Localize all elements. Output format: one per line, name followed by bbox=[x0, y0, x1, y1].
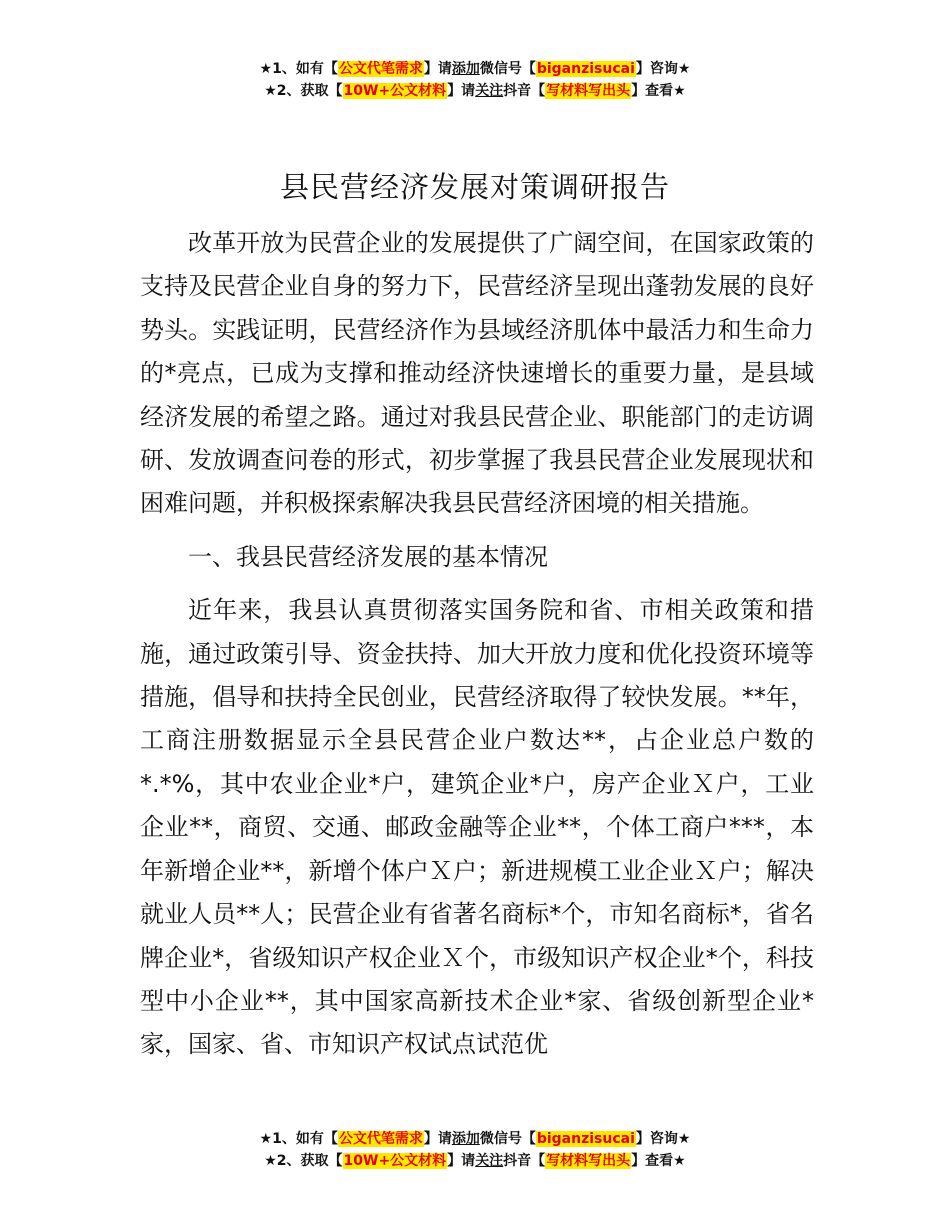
promo-highlight: 公文代笔需求 bbox=[338, 1131, 423, 1147]
promo-underlined: 添加 bbox=[451, 1131, 480, 1147]
promo-underlined: 关注 bbox=[475, 83, 504, 99]
promo-line-2 bbox=[0, 80, 950, 102]
promo-highlight: 10W+公文材料 bbox=[343, 1153, 447, 1169]
promo-text: 抖音【 bbox=[503, 1153, 546, 1169]
promo-highlight-douyin: 写材料写出头 bbox=[546, 1153, 631, 1169]
promo-line-1 bbox=[0, 58, 950, 80]
promo-text: ★2、获取【 bbox=[264, 83, 343, 99]
promo-text: 】请 bbox=[447, 1153, 476, 1169]
promo-text: 】查看★ bbox=[631, 1153, 686, 1169]
paragraph-section-1: 近年来，我县认真贯彻落实国务院和省、市相关政策和措施，通过政策引导、资金扶持、加大开放力度和优化投资环境等措施，倡导和扶持全民创业，民营经济取得了较快发展。**年，工商注册数据显示全县民营企业户数达**，占企业总户数的*.*%，其中农业企业*户，建筑企业*户，房产企业Ｘ户，工业企业**，商贸、交通、邮政金融等企业**，个体工商户***，本年新增企业**，新增个体户Ｘ户；新进规模工业企业Ｘ户；解决就业人员**人；民营企业有省著名商标*个，市知名商标*，省名牌企业*，省级知识产权企业Ｘ个，市级知识产权企业*个，科技型中小企业**，其中国家高新技术企业*家、省级创新型企业*家，国家、省、市知识产权试点试范优 bbox=[140, 596, 814, 1059]
promo-highlight: 10W+公文材料 bbox=[343, 83, 447, 99]
paragraph-intro: 改革开放为民营企业的发展提供了广阔空间，在国家政策的支持及民营企业自身的努力下，民营经济呈现出蓬勃发展的良好势头。实践证明，民营经济作为县域经济肌体中最活力和生命力的*亮点，已成为支撑和推动经济快速增长的重要力量，是县域经济发展的希望之路。通过对我县民营企业、职能部门的走访调研、发放调查问卷的形式，初步掌握了我县民营企业发展现状和困难问题，并积极探索解决我县民营经济困境的相关措施。 bbox=[140, 229, 814, 518]
promo-text: 微信号【 bbox=[479, 61, 536, 77]
top-promo-banner bbox=[0, 58, 950, 102]
document-title: 县民营经济发展对策调研报告 bbox=[279, 170, 670, 204]
promo-text: ★2、获取【 bbox=[264, 1153, 343, 1169]
promo-text: 】查看★ bbox=[631, 83, 686, 99]
bottom-promo-banner bbox=[0, 1128, 950, 1172]
promo-highlight: 公文代笔需求 bbox=[338, 61, 423, 77]
promo-highlight-wechat: biganzisucai bbox=[536, 1131, 635, 1147]
promo-underlined: 关注 bbox=[475, 1153, 504, 1169]
promo-underlined: 添加 bbox=[451, 61, 480, 77]
promo-highlight-douyin: 写材料写出头 bbox=[546, 83, 631, 99]
promo-line-1 bbox=[0, 1128, 950, 1150]
promo-text: 】请 bbox=[423, 61, 452, 77]
document-body bbox=[140, 222, 814, 1067]
promo-text: 】咨询★ bbox=[635, 1131, 691, 1147]
promo-text: ★1、如有【 bbox=[259, 1131, 338, 1147]
promo-line-2 bbox=[0, 1150, 950, 1172]
promo-text: 微信号【 bbox=[479, 1131, 536, 1147]
promo-text: 】咨询★ bbox=[635, 61, 691, 77]
promo-text: 抖音【 bbox=[503, 83, 546, 99]
promo-text: 】请 bbox=[423, 1131, 452, 1147]
promo-text: ★1、如有【 bbox=[259, 61, 338, 77]
section-heading: 一、我县民营经济发展的基本情况 bbox=[188, 542, 548, 571]
promo-text: 】请 bbox=[447, 83, 476, 99]
promo-highlight-wechat: biganzisucai bbox=[536, 61, 635, 77]
